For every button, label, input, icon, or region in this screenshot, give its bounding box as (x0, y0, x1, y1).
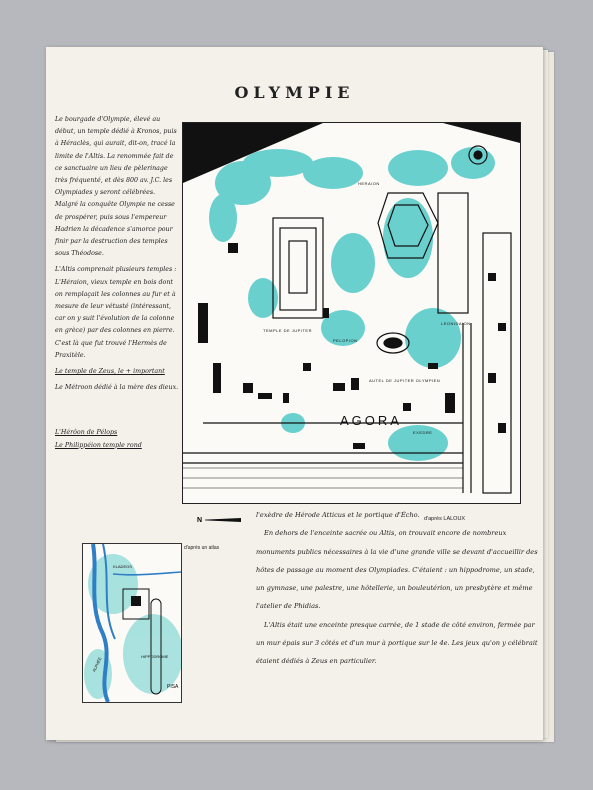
temple-zeus-label: TEMPLE DE JUPITER (263, 328, 312, 333)
north-marker: N (197, 517, 203, 524)
body-paragraph: En dehors de l'enceinte sacrée ou Altis, on trouvait encore de nombreux monuments publics nécessaires à la vie d'une grande ville se devant d'accueillir des hôtes de passage au moment des Olympiades. C'étaient : un hippodrome, un stade, un gymnase, une palestre, une hôtellerie, un bouleutérion, un presbytère et même l'atelier de Phidias. (256, 529, 538, 611)
album-page (46, 47, 543, 740)
left-text-column (55, 114, 180, 398)
left-paragraph: Le bourgade d'Olympie, élevé au début, un temple dédié à Kronos, puis à Héraclès, qui aurait, dit-on, tracé la limite de l'Altis. La renommée fait de ce sanctuaire un lieu de pèlerinage très fréquenté, et dès 800 av. J.C. les Olympiades y seront célébrées. Malgré la conquête Olympie ne cesse de prospérer, puis sous l'empereur Hadrien la décadence s'amorce pour finir par la destruction des temples sous Théodose. (55, 116, 177, 258)
inset-map (82, 543, 182, 703)
page-title: OLYMPIE (234, 83, 355, 102)
agora-label: AGORA (340, 413, 402, 428)
left-paragraph: Le temple de Zeus, le + important (55, 368, 165, 376)
exedre-label: EXEDRE (413, 430, 433, 435)
inset-map-drawing (83, 544, 181, 702)
river-label: ALPHÉE (91, 656, 103, 673)
pisa-label: PISA (167, 684, 179, 690)
main-body-text (256, 506, 544, 671)
site-plan-map (182, 122, 521, 504)
altar-label: AUTEL DE JUPITER OLYMPIEN (369, 378, 441, 383)
site-plan-drawing (183, 123, 520, 503)
north-arrow-icon (205, 518, 241, 522)
heraion-label: HERAION (358, 181, 380, 186)
inset-credit: d'après un atlas (184, 545, 220, 551)
hippodrome-label: HIPPODROME (141, 654, 169, 659)
map-hatching (183, 468, 463, 488)
left-paragraph: L'Altis comprenait plusieurs temples : L'Héraion, vieux temple en bois dont on remplaçait les colonnes au fur et à mesure de leur vétusté (intéressant, car on y suit l'évolution de la colonne en grèce) par des colonnes en pierre. C'est là que fut trouvé l'Hermès de Praxitèle. (55, 266, 177, 359)
kladeos-label: KLADEOS (113, 564, 132, 569)
body-paragraph: L'Altis était une enceinte presque carrée, de 1 stade de côté environ, fermée par un mur épais sur 3 côtés et d'un mur à portique sur le 4e. Les jeux qu'on y célébrait étaient dédiés à Zeus en particulier. (256, 620, 538, 666)
left-monument-list (55, 427, 180, 453)
map-credit: d'après LALOUX (424, 516, 466, 522)
body-paragraph: l'exèdre de Hérode Atticus et le portique d'Écho. (256, 511, 420, 519)
pelopeion-label: PELOPION (333, 338, 358, 343)
list-item: L'Hérôon de Pélops (55, 429, 118, 436)
list-item: Le Philippéion temple rond (55, 441, 142, 449)
map-shadow-area (443, 123, 520, 143)
left-paragraph: Le Métroon dédié à la mère des dieux. (55, 384, 179, 392)
leonidaion-label: LEONIDAION (441, 321, 471, 326)
inset-temple (131, 596, 141, 606)
